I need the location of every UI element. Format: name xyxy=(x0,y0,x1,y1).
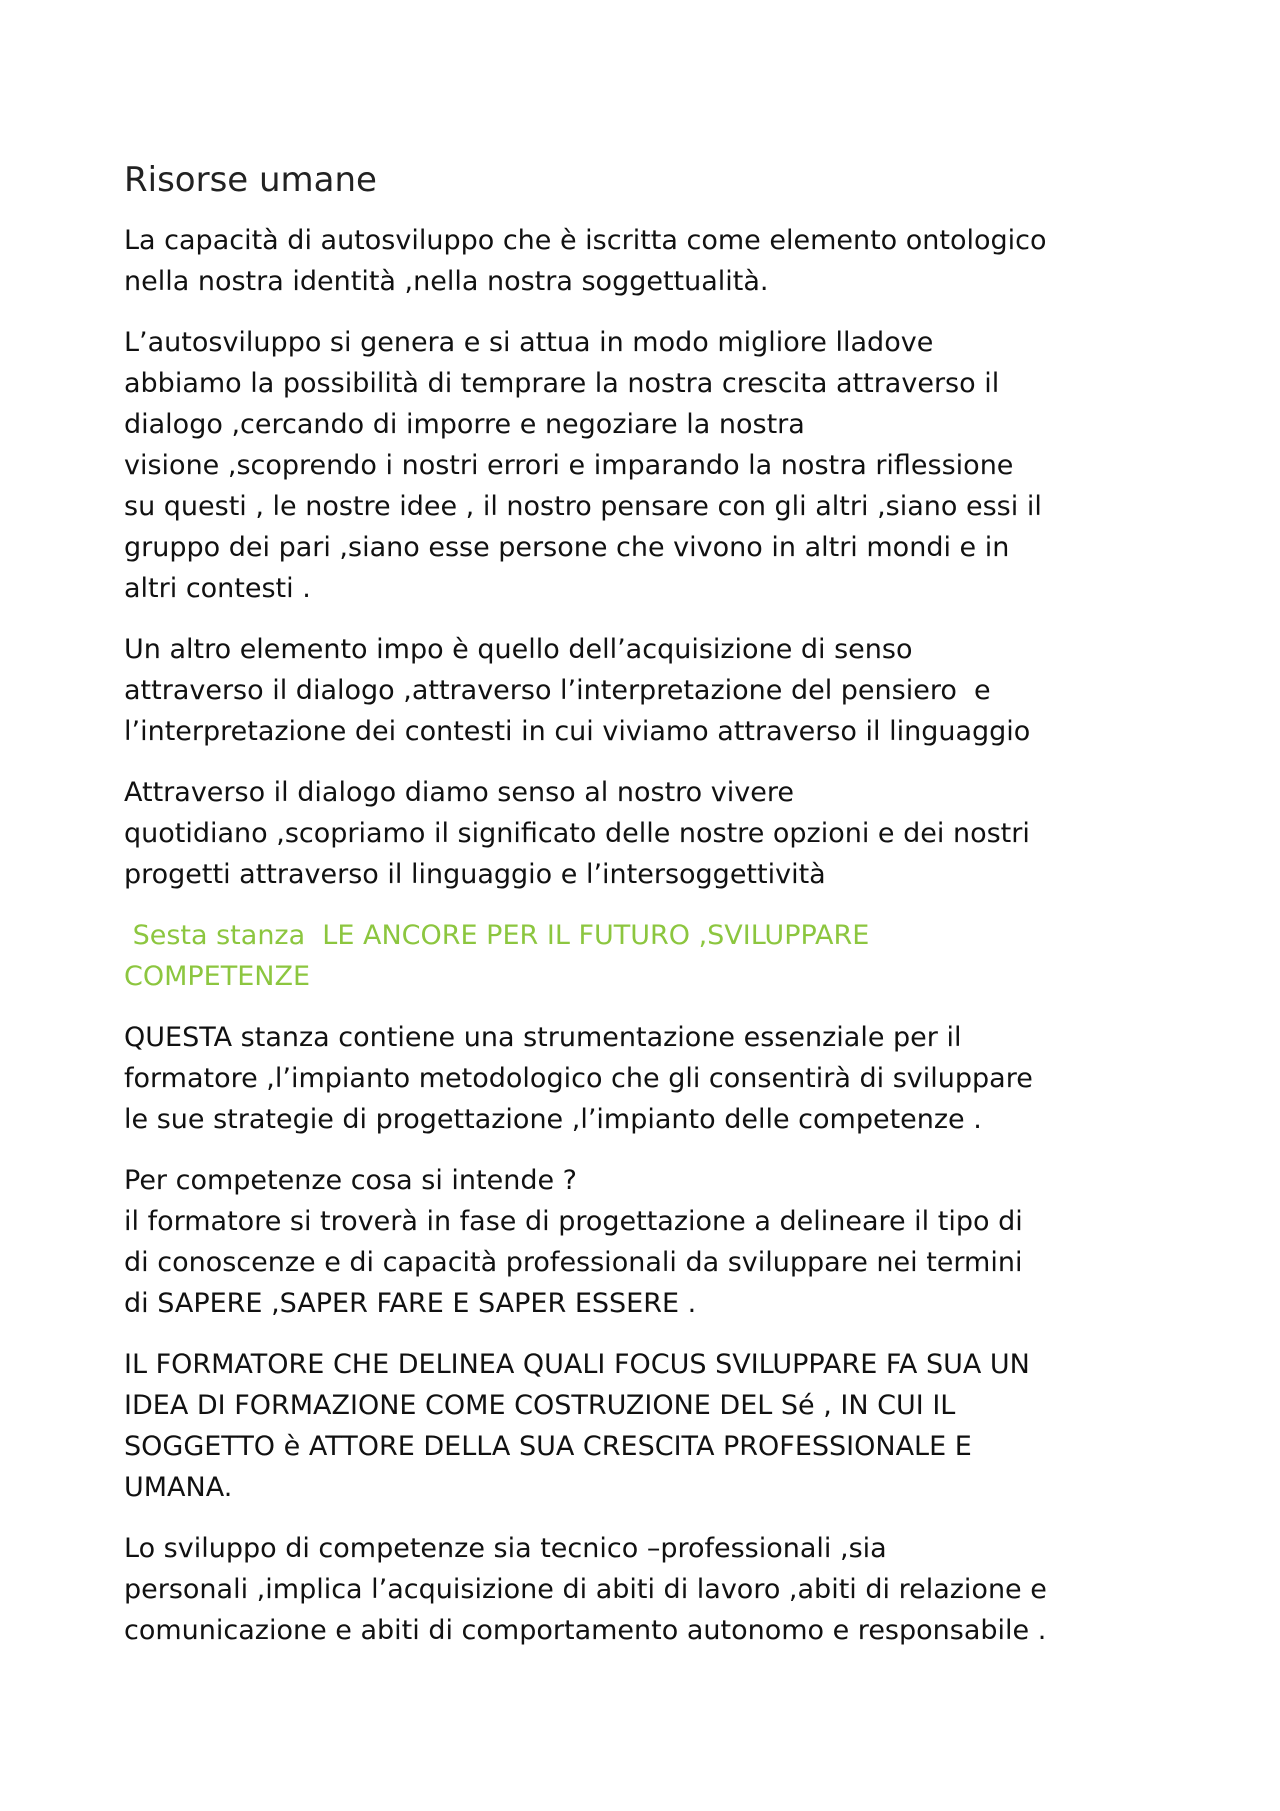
paragraph-dialogo-senso xyxy=(124,772,1184,895)
text-line: nella nostra identità ,nella nostra soggettualità. xyxy=(124,266,769,297)
text-line: Attraverso il dialogo diamo senso al nostro vivere xyxy=(124,777,794,808)
text-line: QUESTA stanza contiene una strumentazione essenziale per il xyxy=(124,1022,962,1053)
document-page xyxy=(124,150,1184,1671)
text-line: dialogo ,cercando di imporre e negoziare la nostra xyxy=(124,409,805,440)
text-line: Un altro elemento impo è quello dell’acquisizione di senso xyxy=(124,634,913,665)
text-line: altri contesti . xyxy=(124,573,311,604)
text-line: L’autosviluppo si genera e si attua in modo migliore lladove xyxy=(124,327,934,358)
text-line: IDEA DI FORMAZIONE COME COSTRUZIONE DEL Sé , IN CUI IL xyxy=(124,1390,956,1421)
paragraph-acquisizione-senso xyxy=(124,629,1184,752)
text-line: l’interpretazione dei contesti in cui viviamo attraverso il linguaggio xyxy=(124,716,1031,747)
text-line: UMANA. xyxy=(124,1472,233,1503)
text-line: abbiamo la possibilità di temprare la nostra crescita attraverso il xyxy=(124,368,1000,399)
text-line: le sue strategie di progettazione ,l’impianto delle competenze . xyxy=(124,1104,982,1135)
text-line: su questi , le nostre idee , il nostro pensare con gli altri ,siano essi il xyxy=(124,491,1042,522)
text-line: di SAPERE ,SAPER FARE E SAPER ESSERE . xyxy=(124,1288,697,1319)
text-line: personali ,implica l’acquisizione di abiti di lavoro ,abiti di relazione e xyxy=(124,1574,1047,1605)
text-line: IL FORMATORE CHE DELINEA QUALI FOCUS SVILUPPARE FA SUA UN xyxy=(124,1349,1030,1380)
text-line: quotidiano ,scopriamo il significato delle nostre opzioni e dei nostri xyxy=(124,818,1030,849)
text-line: comunicazione e abiti di comportamento autonomo e responsabile . xyxy=(124,1615,1047,1646)
paragraph-competenze xyxy=(124,1160,1184,1324)
text-line: visione ,scoprendo i nostri errori e imparando la nostra riflessione xyxy=(124,450,1014,481)
section-heading-line: COMPETENZE xyxy=(124,961,311,992)
text-line: Per competenze cosa si intende ? xyxy=(124,1165,578,1196)
text-line: formatore ,l’impianto metodologico che gli consentirà di sviluppare xyxy=(124,1063,1033,1094)
paragraph-formatore-focus xyxy=(124,1344,1184,1508)
text-line: Lo sviluppo di competenze sia tecnico –professionali ,sia xyxy=(124,1533,887,1564)
text-line: il formatore si troverà in fase di progettazione a delineare il tipo di xyxy=(124,1206,1023,1237)
paragraph-autosviluppo-dialogo xyxy=(124,322,1184,609)
paragraph-strumentazione xyxy=(124,1017,1184,1140)
text-line: gruppo dei pari ,siano esse persone che vivono in altri mondi e in xyxy=(124,532,1010,563)
text-line: SOGGETTO è ATTORE DELLA SUA CRESCITA PROFESSIONALE E xyxy=(124,1431,972,1462)
paragraph-sviluppo-competenze xyxy=(124,1528,1184,1651)
text-line: La capacità di autosviluppo che è iscritta come elemento ontologico xyxy=(124,225,1047,256)
text-line: progetti attraverso il linguaggio e l’intersoggettività xyxy=(124,859,826,890)
paragraph-autosviluppo-intro xyxy=(124,220,1184,302)
document-title: Risorse umane xyxy=(124,160,377,200)
section-heading-line: Sesta stanza LE ANCORE PER IL FUTURO ,SVILUPPARE xyxy=(124,920,870,951)
section-heading-sesta-stanza xyxy=(124,915,1184,997)
text-line: di conoscenze e di capacità professionali da sviluppare nei termini xyxy=(124,1247,1023,1278)
text-line: attraverso il dialogo ,attraverso l’interpretazione del pensiero e xyxy=(124,675,991,706)
